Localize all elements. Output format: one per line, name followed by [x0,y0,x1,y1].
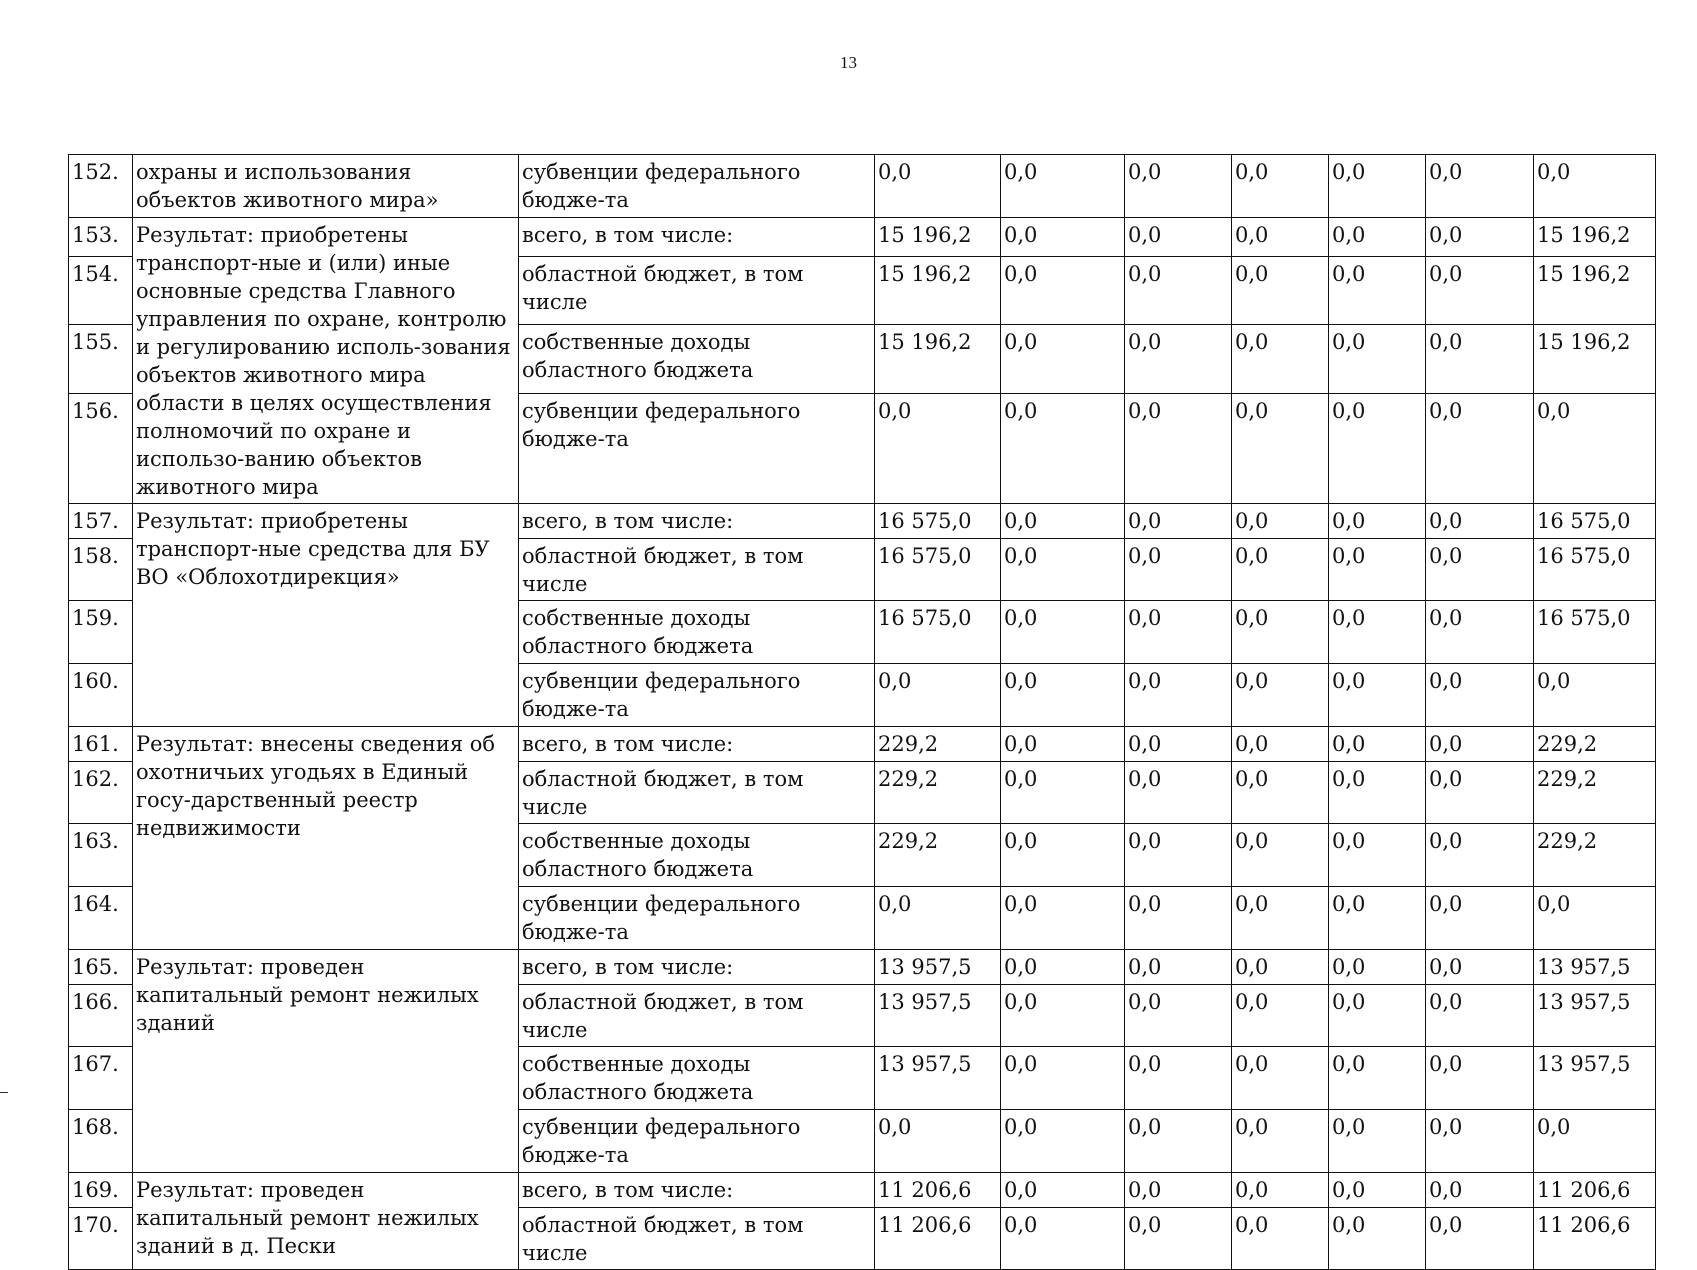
funding-source: субвенции федерального бюдже-та [519,155,875,218]
value-cell: 0,0 [1125,664,1232,727]
margin-mark [0,1092,8,1093]
value-cell: 0,0 [1329,887,1426,950]
value-cell: 0,0 [1426,393,1534,503]
value-cell: 15 196,2 [875,256,1001,324]
value-cell: 0,0 [1125,950,1232,985]
table-row [69,950,1656,985]
value-cell: 0,0 [1426,950,1534,985]
value-cell: 0,0 [875,1110,1001,1173]
value-cell: 0,0 [1125,1173,1232,1208]
value-cell: 0,0 [1426,1110,1534,1173]
row-number: 166. [69,985,133,1047]
value-cell: 0,0 [1001,539,1125,601]
table-row [69,727,1656,762]
row-number: 163. [69,824,133,887]
row-description: Результат: приобретены транспорт-ные и (или) иные основные средства Главного управления по охране, контролю и регулированию исполь-зования объектов животного мира области в целях осуществления полномочий по охране и использо-ванию объектов животного мира [133,218,519,504]
value-cell: 229,2 [875,824,1001,887]
value-cell: 0,0 [1001,1173,1125,1208]
funding-source: собственные доходы областного бюджета [519,601,875,664]
value-cell: 0,0 [1534,887,1656,950]
value-cell: 0,0 [1125,985,1232,1047]
value-cell: 0,0 [1232,1173,1329,1208]
value-cell: 0,0 [1426,887,1534,950]
table-row [69,155,1656,218]
row-number: 161. [69,727,133,762]
value-cell: 0,0 [1232,256,1329,324]
value-cell: 0,0 [1534,664,1656,727]
value-cell: 0,0 [1125,393,1232,503]
value-cell: 0,0 [1001,324,1125,393]
value-cell: 0,0 [1125,887,1232,950]
value-cell: 0,0 [1125,539,1232,601]
value-cell: 229,2 [1534,727,1656,762]
value-cell: 15 196,2 [1534,256,1656,324]
value-cell: 15 196,2 [875,218,1001,257]
value-cell: 0,0 [1329,1047,1426,1110]
value-cell: 13 957,5 [1534,985,1656,1047]
value-cell: 16 575,0 [1534,601,1656,664]
value-cell: 0,0 [1001,155,1125,218]
value-cell: 0,0 [1125,218,1232,257]
funding-source: всего, в том числе: [519,727,875,762]
row-description: Результат: приобретены транспорт-ные средства для БУ ВО «Облохотдирекция» [133,504,519,727]
row-number: 169. [69,1173,133,1208]
value-cell: 0,0 [1329,1173,1426,1208]
value-cell: 16 575,0 [1534,504,1656,539]
value-cell: 0,0 [1426,155,1534,218]
value-cell: 0,0 [1329,155,1426,218]
value-cell: 0,0 [1329,256,1426,324]
value-cell: 0,0 [1426,762,1534,824]
value-cell: 0,0 [1125,324,1232,393]
funding-source: субвенции федерального бюдже-та [519,887,875,950]
value-cell: 0,0 [1534,393,1656,503]
value-cell: 0,0 [1329,601,1426,664]
value-cell: 0,0 [1426,256,1534,324]
value-cell: 16 575,0 [875,504,1001,539]
value-cell: 0,0 [1329,985,1426,1047]
funding-source: субвенции федерального бюдже-та [519,393,875,503]
funding-source: областной бюджет, в том числе [519,1208,875,1270]
row-number: 168. [69,1110,133,1173]
value-cell: 11 206,6 [1534,1208,1656,1270]
row-number: 162. [69,762,133,824]
value-cell: 0,0 [1125,1047,1232,1110]
value-cell: 0,0 [1426,824,1534,887]
value-cell: 0,0 [1329,539,1426,601]
value-cell: 0,0 [1426,985,1534,1047]
value-cell: 11 206,6 [875,1208,1001,1270]
value-cell: 0,0 [1001,950,1125,985]
value-cell: 0,0 [1329,824,1426,887]
value-cell: 15 196,2 [1534,324,1656,393]
funding-source: областной бюджет, в том числе [519,539,875,601]
value-cell: 16 575,0 [1534,539,1656,601]
value-cell: 229,2 [875,762,1001,824]
value-cell: 0,0 [1125,824,1232,887]
row-description: охраны и использования объектов животного мира» [133,155,519,218]
value-cell: 0,0 [1426,664,1534,727]
budget-table [68,154,1656,1270]
value-cell: 229,2 [1534,762,1656,824]
row-number: 154. [69,256,133,324]
row-number: 152. [69,155,133,218]
value-cell: 0,0 [1125,601,1232,664]
value-cell: 0,0 [1329,324,1426,393]
value-cell: 0,0 [1232,1047,1329,1110]
funding-source: всего, в том числе: [519,1173,875,1208]
row-number: 153. [69,218,133,257]
value-cell: 0,0 [1534,155,1656,218]
value-cell: 0,0 [1426,539,1534,601]
value-cell: 0,0 [1001,1208,1125,1270]
value-cell: 13 957,5 [875,950,1001,985]
value-cell: 0,0 [1232,762,1329,824]
row-description: Результат: внесены сведения об охотничьих угодьях в Единый госу-дарственный реестр недвижимости [133,727,519,950]
funding-source: собственные доходы областного бюджета [519,824,875,887]
funding-source: всего, в том числе: [519,504,875,539]
value-cell: 0,0 [1426,727,1534,762]
funding-source: собственные доходы областного бюджета [519,324,875,393]
value-cell: 0,0 [1001,601,1125,664]
value-cell: 13 957,5 [875,985,1001,1047]
value-cell: 0,0 [1329,218,1426,257]
value-cell: 0,0 [1426,601,1534,664]
value-cell: 0,0 [1329,393,1426,503]
value-cell: 0,0 [1232,539,1329,601]
value-cell: 0,0 [1534,1110,1656,1173]
value-cell: 0,0 [1001,762,1125,824]
funding-source: собственные доходы областного бюджета [519,1047,875,1110]
value-cell: 0,0 [1232,887,1329,950]
funding-source: всего, в том числе: [519,950,875,985]
value-cell: 0,0 [1329,504,1426,539]
value-cell: 0,0 [1232,504,1329,539]
value-cell: 0,0 [1001,824,1125,887]
value-cell: 0,0 [1426,1173,1534,1208]
value-cell: 0,0 [875,393,1001,503]
value-cell: 0,0 [875,155,1001,218]
value-cell: 0,0 [1329,1110,1426,1173]
value-cell: 0,0 [1232,727,1329,762]
value-cell: 0,0 [1426,504,1534,539]
value-cell: 0,0 [1125,504,1232,539]
value-cell: 0,0 [1232,155,1329,218]
value-cell: 0,0 [1001,985,1125,1047]
value-cell: 0,0 [1125,727,1232,762]
row-number: 167. [69,1047,133,1110]
row-number: 156. [69,393,133,503]
value-cell: 0,0 [1125,155,1232,218]
row-number: 170. [69,1208,133,1270]
row-number: 158. [69,539,133,601]
row-number: 165. [69,950,133,985]
value-cell: 16 575,0 [875,539,1001,601]
row-number: 164. [69,887,133,950]
value-cell: 0,0 [1426,218,1534,257]
value-cell: 11 206,6 [875,1173,1001,1208]
funding-source: областной бюджет, в том числе [519,985,875,1047]
funding-source: областной бюджет, в том числе [519,762,875,824]
value-cell: 0,0 [1125,1208,1232,1270]
funding-source: субвенции федерального бюдже-та [519,664,875,727]
value-cell: 0,0 [1001,256,1125,324]
value-cell: 229,2 [875,727,1001,762]
funding-source: областной бюджет, в том числе [519,256,875,324]
value-cell: 0,0 [1001,727,1125,762]
value-cell: 0,0 [1329,950,1426,985]
value-cell: 0,0 [1329,1208,1426,1270]
value-cell: 0,0 [1232,393,1329,503]
value-cell: 0,0 [1426,1047,1534,1110]
value-cell: 15 196,2 [1534,218,1656,257]
row-number: 159. [69,601,133,664]
value-cell: 0,0 [1232,824,1329,887]
value-cell: 0,0 [1001,218,1125,257]
table-row [69,504,1656,539]
value-cell: 0,0 [1232,985,1329,1047]
value-cell: 0,0 [1001,1110,1125,1173]
row-number: 160. [69,664,133,727]
value-cell: 0,0 [1001,393,1125,503]
funding-source: субвенции федерального бюдже-та [519,1110,875,1173]
row-number: 155. [69,324,133,393]
value-cell: 0,0 [1329,762,1426,824]
funding-source: всего, в том числе: [519,218,875,257]
page-number: 13 [840,53,857,72]
value-cell: 0,0 [1125,256,1232,324]
value-cell: 13 957,5 [1534,1047,1656,1110]
value-cell: 0,0 [1232,1110,1329,1173]
value-cell: 0,0 [1232,664,1329,727]
value-cell: 0,0 [1232,218,1329,257]
value-cell: 11 206,6 [1534,1173,1656,1208]
table-row [69,218,1656,257]
value-cell: 0,0 [1001,887,1125,950]
row-number: 157. [69,504,133,539]
value-cell: 0,0 [1001,664,1125,727]
value-cell: 13 957,5 [875,1047,1001,1110]
value-cell: 229,2 [1534,824,1656,887]
value-cell: 0,0 [1426,324,1534,393]
value-cell: 13 957,5 [1534,950,1656,985]
value-cell: 0,0 [1232,601,1329,664]
row-description: Результат: проведен капитальный ремонт нежилых зданий в д. Пески [133,1173,519,1270]
value-cell: 0,0 [1426,1208,1534,1270]
value-cell: 0,0 [875,887,1001,950]
value-cell: 0,0 [1329,664,1426,727]
value-cell: 0,0 [1232,324,1329,393]
value-cell: 0,0 [1001,504,1125,539]
value-cell: 0,0 [1125,1110,1232,1173]
value-cell: 0,0 [1001,1047,1125,1110]
value-cell: 16 575,0 [875,601,1001,664]
row-description: Результат: проведен капитальный ремонт нежилых зданий [133,950,519,1173]
table-row [69,1173,1656,1208]
value-cell: 0,0 [1125,762,1232,824]
value-cell: 0,0 [875,664,1001,727]
value-cell: 0,0 [1232,1208,1329,1270]
value-cell: 15 196,2 [875,324,1001,393]
value-cell: 0,0 [1329,727,1426,762]
value-cell: 0,0 [1232,950,1329,985]
